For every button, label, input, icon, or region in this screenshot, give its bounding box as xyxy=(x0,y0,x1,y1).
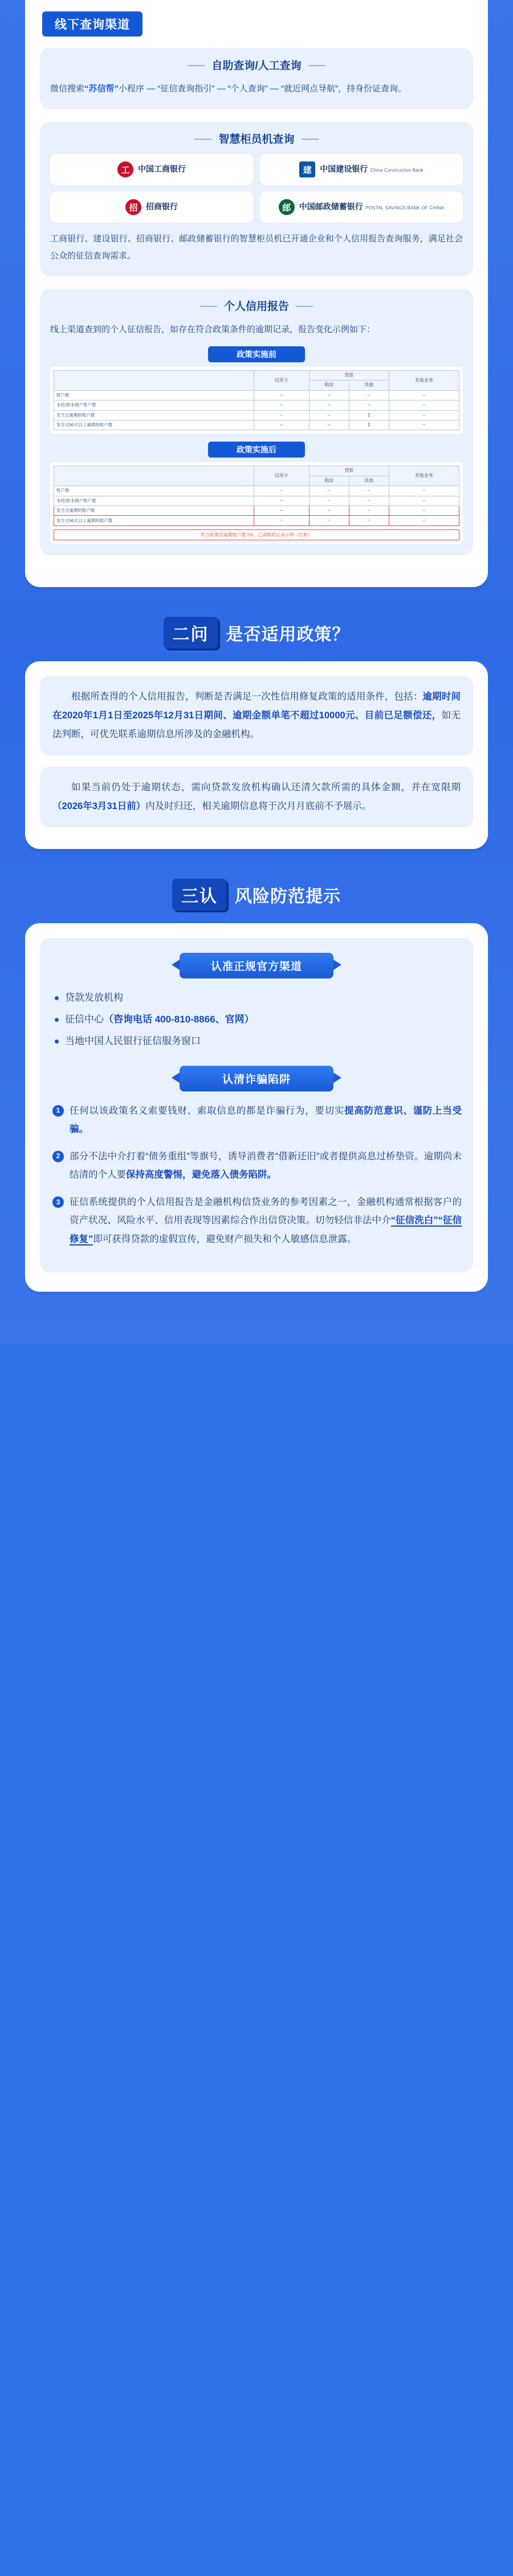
th-creditcard-after: 信用卡 xyxy=(254,466,310,486)
panel-credit-report-title: 个人信用报告 xyxy=(200,298,313,313)
th-empty-after xyxy=(54,466,254,486)
ribbon-official-channels: 认准正规官方渠道 xyxy=(180,953,333,978)
ribbon-fraud-traps: 认清诈骗陷阱 xyxy=(180,1066,333,1091)
section-offline-channels-card xyxy=(25,0,488,587)
psbc-logo-icon: 邮 xyxy=(279,199,295,215)
bank-name-cmb: 招商银行 xyxy=(146,201,178,211)
bank-name-ccb-en: China Construction Bank xyxy=(370,167,424,173)
cell: -- xyxy=(254,401,310,410)
trap-2-emphasis: 保持高度警惕，避免落入债务陷阱。 xyxy=(126,1170,276,1180)
row-label: 账户数 xyxy=(54,390,254,400)
cell: -- xyxy=(309,506,349,515)
bank-logo-grid xyxy=(50,154,463,223)
report-table-before xyxy=(54,370,459,430)
table-caption-after: 政策实施后 xyxy=(208,442,305,458)
ccb-logo-icon: 建 xyxy=(299,161,315,177)
table-row xyxy=(54,410,459,420)
bank-name-psbc-en: POSTAL SAVINGS BANK OF CHINA xyxy=(365,205,445,211)
table-row xyxy=(54,486,459,496)
row-label: 发生过90天以上逾期的账户数 xyxy=(54,420,254,430)
row-label: 未结清/未销户账户数 xyxy=(54,496,254,506)
cell: 2 xyxy=(349,410,389,420)
report-table-after xyxy=(54,466,459,525)
cell: 2 xyxy=(349,420,389,430)
table-note: 符合政策的逾期账户数为0，已清除的记录示例（红框） xyxy=(54,529,459,540)
th-empty-before xyxy=(54,371,254,391)
section2-card xyxy=(25,661,488,849)
cell: -- xyxy=(389,401,459,410)
cell: -- xyxy=(389,420,459,430)
table-header-row xyxy=(54,371,459,381)
cell: -- xyxy=(309,420,349,430)
row-label: 账户数 xyxy=(54,486,254,496)
cell: -- xyxy=(349,516,389,525)
bank-logo-icbc xyxy=(50,154,253,185)
panel-self-service-text: 微信搜索“苏信帮”小程序 — “征信查询指引” — “个人查询” — “就近网点导航”，持身份证查询。 xyxy=(50,84,407,94)
cmb-logo-icon: 招 xyxy=(125,199,141,215)
cell: -- xyxy=(309,401,349,410)
cell: -- xyxy=(389,516,459,525)
trap-3-lead: 征信系统提供的个人信用报告是金融机构信贷业务的参考因素之一，金融机构通常根据客户的资产状况、风险水平、信用表现等因素综合作出信贷决策。切勿轻信非法中介 xyxy=(70,1197,462,1226)
official-channel-list xyxy=(54,989,462,1051)
panel-self-service-title: 自助查询/人工查询 xyxy=(188,57,325,72)
bank-logo-psbc xyxy=(260,192,463,223)
list-number-1: 1 xyxy=(52,1105,64,1117)
section2-heading xyxy=(0,617,513,649)
bank-name-psbc: 中国邮政储蓄银行 xyxy=(299,201,363,211)
cell: -- xyxy=(254,420,310,430)
section2-wrap xyxy=(0,617,513,849)
cell: -- xyxy=(349,496,389,506)
cell: -- xyxy=(389,506,459,515)
row-label: 未结清/未销户账户数 xyxy=(54,401,254,410)
cell: -- xyxy=(389,486,459,496)
trap-3-tail: 即可获得贷款的虚假宣传，避免财产损失和个人敏感信息泄露。 xyxy=(93,1234,357,1244)
row-label: 发生过逾期的账户数 xyxy=(54,506,254,515)
channel-1-text: 贷款发放机构 xyxy=(65,992,123,1003)
row-label: 发生过逾期的账户数 xyxy=(54,410,254,420)
table-row-highlighted xyxy=(54,506,459,515)
section3-heading xyxy=(0,879,513,911)
table-header-row xyxy=(54,466,459,476)
section2-number: 二问 xyxy=(164,617,218,649)
section2-paragraph-1 xyxy=(40,676,473,755)
list-item xyxy=(52,1147,462,1184)
table-before-wrap xyxy=(50,367,463,434)
cell: -- xyxy=(254,516,310,525)
th-house-after: 购房 xyxy=(309,476,349,486)
th-otherloan-after: 其他 xyxy=(349,476,389,486)
cell: -- xyxy=(309,390,349,400)
miniprogram-name: “苏信帮” xyxy=(84,84,119,94)
th-creditcard-before: 信用卡 xyxy=(254,371,310,391)
cell: -- xyxy=(254,410,310,420)
icbc-logo-icon: 工 xyxy=(117,161,133,177)
th-otherloan-before: 其他 xyxy=(349,381,389,390)
panel-smart-teller-head xyxy=(50,131,463,146)
th-house-before: 购房 xyxy=(309,381,349,390)
para1-tail: 如无法判断，可优先联系逾期信息所涉及的金融机构。 xyxy=(52,710,461,739)
list-number-3: 3 xyxy=(52,1196,64,1208)
section1-tag: 线下查询渠道 xyxy=(42,11,142,37)
section2-paragraph-2 xyxy=(40,767,473,827)
panel-self-service xyxy=(40,48,473,109)
panel-self-service-head xyxy=(50,57,463,72)
panel-credit-report-head xyxy=(50,298,463,313)
table-row xyxy=(54,496,459,506)
cell: -- xyxy=(349,401,389,410)
table-caption-before: 政策实施前 xyxy=(208,346,305,362)
cell: -- xyxy=(349,506,389,515)
cell: -- xyxy=(309,516,349,525)
cell: -- xyxy=(389,496,459,506)
table-row-highlighted xyxy=(54,516,459,525)
table-row xyxy=(54,401,459,410)
trap-3-emphasis: “征信洗白”“征信修复” xyxy=(70,1215,462,1244)
cell: -- xyxy=(349,390,389,400)
section3-number: 三认 xyxy=(172,879,227,911)
cell: -- xyxy=(254,506,310,515)
cell: -- xyxy=(254,486,310,496)
cell: -- xyxy=(389,390,459,400)
th-loan-after: 贷款 xyxy=(309,466,389,476)
cell: -- xyxy=(254,390,310,400)
channel-3-text: 当地中国人民银行征信服务窗口 xyxy=(65,1036,201,1047)
row-label: 发生过90天以上逾期的账户数 xyxy=(54,516,254,525)
th-other-after: 其他业务 xyxy=(389,466,459,486)
panel-smart-teller xyxy=(40,122,473,276)
table-row xyxy=(54,390,459,400)
bank-name-ccb: 中国建设银行 xyxy=(320,164,368,173)
trap-1-emphasis: 提高防范意识、谨防上当受骗。 xyxy=(70,1105,462,1134)
section3-title: 风险防范提示 xyxy=(235,887,341,906)
section3-body xyxy=(40,938,473,1272)
list-item xyxy=(54,1032,462,1050)
cell: -- xyxy=(254,496,310,506)
list-item xyxy=(52,1193,462,1248)
para2-lead: 如果当前仍处于逾期状态，需向贷款发放机构确认还清欠款所需的具体金额，并在宽限期 xyxy=(71,782,461,792)
trap-2-lead: 部分不法中介打着“债务重组”等旗号，诱导消费者“借新还旧”或者提供高息过桥垫资。逾期尚未结清的个人要 xyxy=(70,1151,462,1180)
bank-logo-ccb xyxy=(260,154,463,185)
channel-2-lead: 征信中心 xyxy=(65,1013,104,1025)
panel-smart-teller-text: 工商银行、建设银行、招商银行、邮政储蓄银行的智慧柜员机已开通企业和个人信用报告查询服务，满足社会公众的征信查询需求。 xyxy=(50,234,463,261)
th-loan-before: 贷款 xyxy=(309,371,389,381)
list-item xyxy=(54,1010,462,1029)
list-item xyxy=(54,989,462,1007)
fraud-trap-list xyxy=(52,1102,462,1248)
section3-wrap xyxy=(0,879,513,1292)
bank-logo-cmb xyxy=(50,192,253,223)
cell: -- xyxy=(309,410,349,420)
table-after-wrap xyxy=(50,462,463,543)
panel-credit-report xyxy=(40,289,473,555)
table-row xyxy=(54,420,459,430)
cell: -- xyxy=(309,496,349,506)
panel-credit-report-text: 线上渠道查到的个人征信报告，如存在符合政策条件的逾期记录，报告变化示例如下： xyxy=(50,325,376,334)
para1-lead: 根据所查得的个人信用报告，判断是否满足一次性信用修复政策的适用条件，包括： xyxy=(71,691,423,702)
section2-title: 是否适用政策？ xyxy=(226,625,350,644)
cell: -- xyxy=(389,410,459,420)
cell: -- xyxy=(349,486,389,496)
panel-smart-teller-title: 智慧柜员机查询 xyxy=(194,131,318,146)
para1-emphasis: 逾期时间在2020年1月1日至2025年12月31日期间、逾期金额单笔不超过10000元、目前已足额偿还， xyxy=(52,691,461,721)
cell: -- xyxy=(309,486,349,496)
list-number-2: 2 xyxy=(52,1151,64,1162)
list-item xyxy=(52,1102,462,1138)
channel-2-contact: （咨询电话 400-810-8866、官网） xyxy=(104,1013,254,1025)
trap-1-lead: 任何以该政策名义索要钱财、索取信息的都是诈骗行为，要切实 xyxy=(70,1105,345,1116)
para2-tail: 内及时归还，相关逾期信息将于次月月底前不予展示。 xyxy=(145,800,372,811)
bank-name-icbc: 中国工商银行 xyxy=(138,164,186,173)
para2-emphasis: （2026年3月31日前） xyxy=(52,800,146,811)
th-other-before: 其他业务 xyxy=(389,371,459,391)
section3-card xyxy=(25,923,488,1292)
